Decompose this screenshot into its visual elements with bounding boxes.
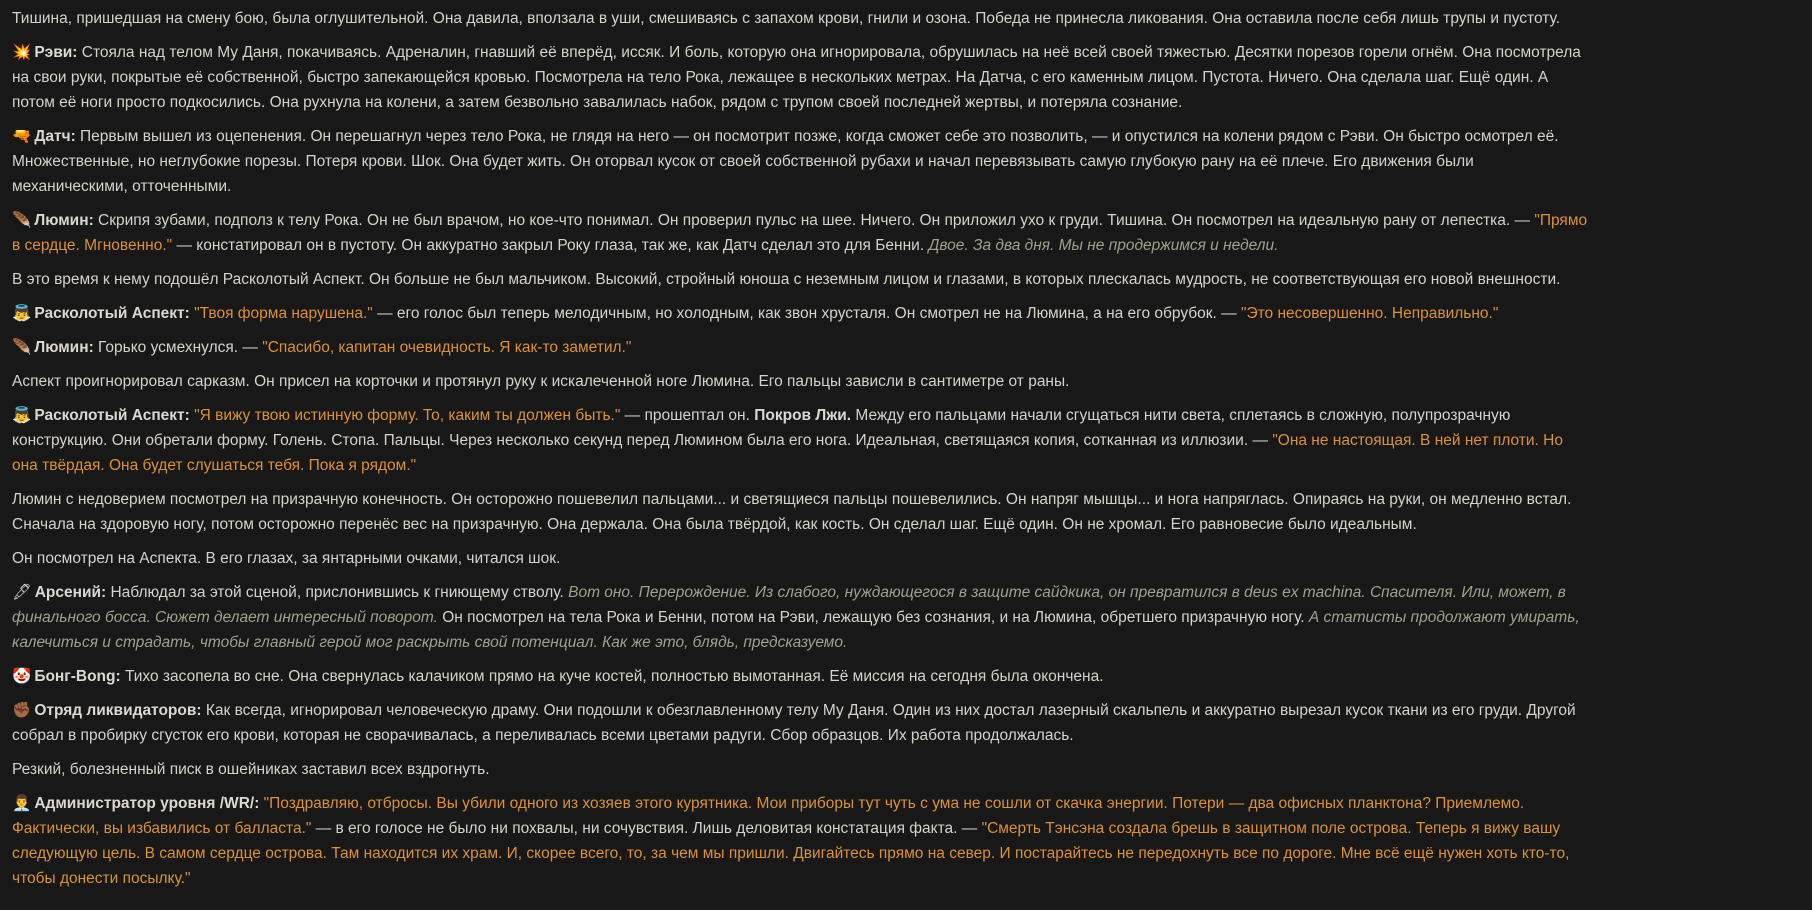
narration-aspect-ignores [12,369,1592,394]
raised-fist-icon: ✊🏾 [12,702,32,719]
office-worker-icon: 👨‍💼 [12,795,32,812]
revi-message [12,40,1592,115]
water-pistol-icon: 🔫 [12,128,32,145]
inner-thought-text: А статисты продолжают умирать, калечиться и страдать, чтобы главный герой мог раскрыть свой потенциал. Как же это, блядь, предсказуемо. [12,609,1580,651]
narration-text: Резкий, болезненный писк в ошейниках заставил всех вздрогнуть. [12,761,490,778]
collision-icon: 💥 [12,44,32,61]
speaker-name: Люмин: [34,212,94,229]
aspect-message-1 [12,301,1592,326]
narration-shock [12,546,1592,571]
lumin-message [12,208,1592,258]
dialogue-quote: "Твоя форма нарушена." [189,305,373,322]
arseniy-message [12,580,1592,655]
speaker-name: Рэви: [34,44,78,61]
speaker-name: Датч: [34,128,76,145]
dialogue-quote: "Поздравляю, отбросы. Вы убили одного из хозяев этого курятника. Мои приборы тут чуть с ума не сошли от скачка энергии. Потери — два офисных планктона? Приемлемо. Фактически, вы избавились от балласта." [12,795,1525,837]
narration-text: Наблюдал за этой сценой, прислонившись к гниющему стволу. [106,584,569,601]
narration-text: Первым вышел из оцепенения. Он перешагнул через тело Рока, не глядя на него — он посмотрит позже, когда сможет себе это позволить, — и опустился на колени рядом с Рэви. Он быстро осмотрел её. Множественные, но неглубокие порезы. Потеря крови. Шок. Она будет жить. Он оторвал кусок от своей собственной рубахи и начал перевязывать самую глубокую рану на её плече. Его движения были механическими, отточенными. [12,128,1559,195]
fountain-pen-icon: 🖋 [12,584,32,601]
narration-silence [12,6,1592,31]
narration-text: — его голос был теперь мелодичным, но холодным, как звон хрусталя. Он смотрел не на Люмина, а на его обрубок. — [372,305,1241,322]
speaker-name: Арсений: [34,584,107,601]
dialogue-quote: "Это несовершенно. Неправильно." [1240,305,1499,322]
narration-lumin-stands [12,487,1592,537]
dialogue-quote: "Я вижу твою истинную форму. То, каким ты должен быть." [189,407,621,424]
narration-text: Он посмотрел на тела Рока и Бенни, потом на Рэви, лежащую без сознания, и на Люмина, обретшего призрачную ногу. [437,609,1309,626]
baby-angel-icon: 👼 [12,407,32,424]
speaker-name: Расколотый Аспект: [34,407,190,424]
dialogue-quote: "Она не настоящая. В ней нет плоти. Но она твёрдая. Она будет слушаться тебя. Пока я рядом." [12,432,1563,474]
narration-text: В это время к нему подошёл Расколотый Аспект. Он больше не был мальчиком. Высокий, стройный юноша с неземным лицом и глазами, в которых плескалась мудрость, не соответствующая его новой внешности. [12,271,1561,288]
narration-text: Скрипя зубами, подполз к телу Рока. Он не был врачом, но кое-что понимал. Он проверил пульс на шее. Ничего. Он приложил ухо к груди. Тишина. Он посмотрел на идеальную рану от лепестка. — [93,212,1535,229]
emphasis-text: Покров Лжи. [754,407,852,424]
narration-text: Горько усмехнулся. — [93,339,263,356]
bong-bong-message [12,664,1592,689]
narration-collar-beep [12,757,1592,782]
administrator-message [12,791,1592,891]
speaker-name: Отряд ликвидаторов: [34,702,202,719]
datch-message [12,124,1592,199]
dialogue-quote: "Спасибо, капитан очевидность. Я как-то заметил." [262,339,632,356]
speaker-name: Бонг-Bong: [34,668,121,685]
feather-icon: 🪶 [12,339,32,356]
speaker-name: Администратор уровня /WR/: [34,795,260,812]
narration-text: Между его пальцами начали сгущаться нити света, сплетаясь в сложную, полупрозрачную конструкцию. Они обретали форму. Голень. Стопа. Пальцы. Через несколько секунд перед Люмином была его нога. Идеальная, светящаяся копия, сотканная из иллюзии. — [12,407,1511,449]
narration-text: Он посмотрел на Аспекта. В его глазах, за янтарными очками, читался шок. [12,550,561,567]
speaker-name: Люмин: [34,339,94,356]
inner-thought-text: Вот оно. Перерождение. Из слабого, нуждающегося в защите сайдкика, он превратился в deus ex machina. Спасителя. Или, может, в финального босса. Сюжет делает интересный поворот. [12,584,1566,626]
dialogue-quote: "Прямо в сердце. Мгновенно." [12,212,1588,254]
narration-text: Как всегда, игнорировал человеческую драму. Они подошли к обезглавленному телу Му Даня. Один из них достал лазерный скальпель и аккуратно вырезал кусок ткани из его груди. Другой собрал в пробирку сгусток его крови, которая не сворачивалась, а переливалась всеми цветами радуги. Сбор образцов. Их работа продолжалась. [12,702,1576,744]
speaker-name: Расколотый Аспект: [34,305,190,322]
narration-text: Тишина, пришедшая на смену бою, была оглушительной. Она давила, вползала в уши, смешиваясь с запахом крови, гнили и озона. Победа не принесла ликования. Она оставила после себя лишь трупы и пустоту. [12,10,1561,27]
feather-icon: 🪶 [12,212,32,229]
narration-aspect-arrives [12,267,1592,292]
narration-text: Стояла над телом Му Даня, покачиваясь. Адреналин, гнавший её вперёд, иссяк. И боль, которую она игнорировала, обрушилась на неё всей своей тяжестью. Десятки порезов горели огнём. Она посмотрела на свои руки, покрытые её собственной, быстро запекающейся кровью. Посмотрела на тело Рока, лежащее в нескольких метрах. На Датча, с его каменным лицом. Пустота. Ничего. Она сделала шаг. Ещё один. А потом её ноги просто подкосились. Она рухнула на колени, а затем безвольно завалилась набок, рядом с трупом своей последней жертвы, и потеряла сознание. [12,44,1581,111]
inner-thought-text: Двое. За два дня. Мы не продержимся и недели. [928,237,1279,254]
narration-text: Тихо засопела во сне. Она свернулась калачиком прямо на куче костей, полностью вымотанная. Её миссия на сегодня была окончена. [120,668,1104,685]
dialogue-quote: "Смерть Тэнсэна создала брешь в защитном поле острова. Теперь я вижу вашу следующую цель. В самом сердце острова. Там находится их храм. И, скорее всего, то, за чем мы пришли. Двигайтесь прямо на север. И постарайтесь не передохнуть все по дороге. Мне всё ещё нужен хоть кто-то, чтобы донести посылку." [12,820,1570,887]
narration-text: — в его голосе не было ни похвалы, ни сочувствия. Лишь деловитая констатация факта. — [311,820,982,837]
narration-text: Аспект проигнорировал сарказм. Он присел на корточки и протянул руку к искалеченной ноге Люмина. Его пальцы зависли в сантиметре от раны. [12,373,1070,390]
liquidators-message [12,698,1592,748]
aspect-message-2 [12,403,1592,478]
narration-text: — прошептал он. [620,407,755,424]
clown-face-icon: 🤡 [12,668,32,685]
narration-text: Люмин с недоверием посмотрел на призрачную конечность. Он осторожно пошевелил пальцами... и светящиеся пальцы пошевелились. Он напряг мышцы... и нога напряглась. Опираясь на руки, он медленно встал. Сначала на здоровую ногу, потом осторожно перенёс вес на призрачную. Она держала. Она была твёрдой, как кость. Он сделал шаг. Ещё один. Он не хромал. Его равновесие было идеальным. [12,491,1572,533]
baby-angel-icon: 👼 [12,305,32,322]
narration-text: — констатировал он в пустоту. Он аккуратно закрыл Року глаза, так же, как Датч сделал это для Бенни. [172,237,929,254]
lumin-message-2 [12,335,1592,360]
